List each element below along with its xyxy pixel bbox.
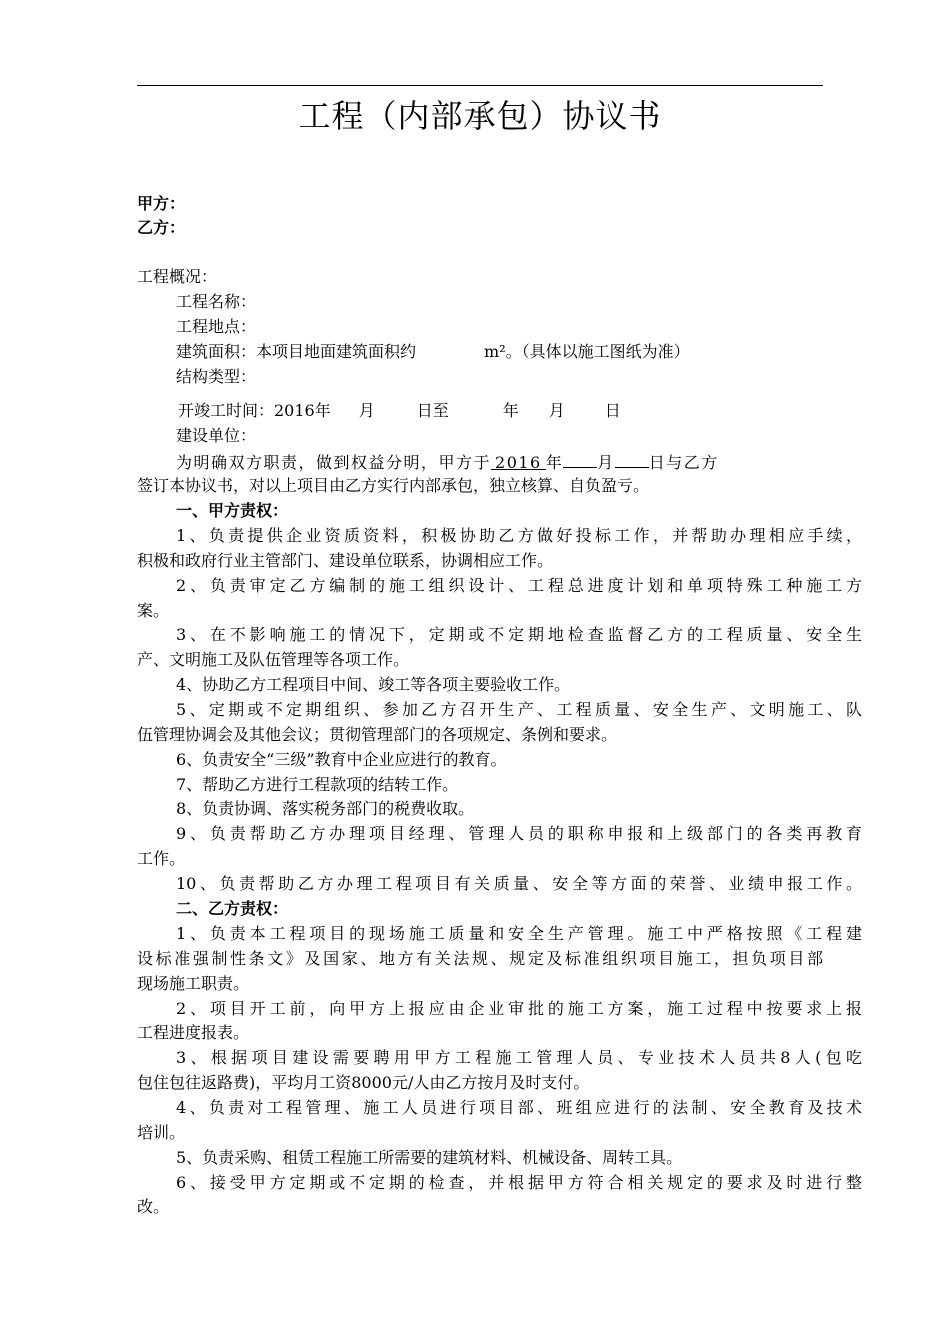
clause-line: 伍管理协调会及其他会议；贯彻管理部门的各项规定、条例和要求。: [137, 724, 618, 744]
period-year: 年: [502, 401, 519, 420]
intro-year: 2016: [491, 451, 546, 470]
intro-month-blank: [563, 449, 597, 468]
project-location-label: 工程地点：: [176, 317, 257, 336]
area-unit: m²。（具体以施工图纸为准）: [484, 342, 690, 361]
clause-line: 改。: [137, 1197, 170, 1217]
clause-line: 工程进度报表。: [137, 1023, 250, 1043]
clause-line: 设标准强制性条文》及国家、地方有关法规、规定及标准组织项目施工，担负项目部: [137, 948, 823, 968]
intro-day-suffix: 日与乙方: [648, 453, 719, 472]
intro-part1: 为明确双方职责，做到权益分明，甲方于: [176, 453, 492, 472]
clause-line: 培训。: [137, 1122, 186, 1142]
section-b-heading: 二、乙方责权：: [176, 899, 289, 918]
clause-line: 5、负责采购、租赁工程施工所需要的建筑材料、机械设备、周转工具。: [176, 1147, 683, 1167]
clause-line: 2、项目开工前，向甲方上报应由企业审批的施工方案，施工过程中按要求上报: [176, 998, 862, 1018]
period-day-to: 日至: [416, 401, 449, 420]
project-name-label: 工程名称：: [176, 292, 257, 311]
clause-line: 3、在不影响施工的情况下，定期或不定期地检查监督乙方的工程质量、安全生: [176, 625, 862, 645]
intro-month-suffix: 月: [597, 453, 615, 472]
builder-label: 建设单位：: [176, 426, 257, 445]
clause-line: 工作。: [137, 849, 186, 869]
construction-period-line: [137, 399, 864, 423]
document-title: 工程（内部承包）协议书: [298, 97, 662, 135]
party-b-label: 乙方：: [137, 218, 186, 237]
clause-line: 6、负责安全“三级”教育中企业应进行的教育。: [176, 749, 507, 769]
clause-line: 5、定期或不定期组织、参加乙方召开生产、工程质量、安全生产、文明施工、队: [176, 700, 862, 720]
area-prefix: 建筑面积：本项目地面建筑面积约: [176, 342, 417, 361]
clause-line: 现场施工职责。: [137, 973, 250, 993]
period-month2: 月: [548, 401, 565, 420]
clause-line: 9、负责帮助乙方办理项目经理、管理人员的职称申报和上级部门的各类再教育: [176, 824, 862, 844]
intro-year-suffix: 年: [545, 453, 564, 472]
clause-line: 8、负责协调、落实税务部门的税费收取。: [176, 799, 475, 819]
intro-line-1: [137, 449, 862, 473]
section-a-heading: 一、甲方责权：: [176, 501, 289, 520]
intro-line-2: 签订本协议书，对以上项目由乙方实行内部承包，独立核算、自负盈亏。: [137, 476, 650, 495]
period-month: 月: [358, 401, 375, 420]
clause-line: 7、帮助乙方进行工程款项的结转工作。: [176, 774, 459, 794]
clause-line: 1、负责本工程项目的现场施工质量和安全生产管理。施工中严格按照《工程建: [176, 924, 862, 943]
clause-line: 1、负责提供企业资质资料，积极协助乙方做好投标工作，并帮助办理相应手续，: [176, 526, 862, 545]
clause-line: 产、文明施工及队伍管理等各项工作。: [137, 650, 410, 670]
clause-line: 4、负责对工程管理、施工人员进行项目部、班组应进行的法制、安全教育及技术: [176, 1098, 862, 1118]
clause-line: 10、负责帮助乙方办理工程项目有关质量、安全等方面的荣誉、业绩申报工作。: [176, 874, 862, 894]
clause-line: 包住包往返路费)，平均月工资8000元/人由乙方按月及时支付。: [137, 1073, 590, 1093]
party-a-label: 甲方：: [137, 194, 186, 213]
intro-day-blank: [615, 449, 649, 468]
period-label: 开竣工时间：2016年: [178, 401, 331, 420]
clause-line: 4、协助乙方工程项目中间、竣工等各项主要验收工作。: [176, 675, 571, 695]
header-rule: [137, 85, 823, 86]
building-area-line: [137, 340, 862, 364]
clause-line: 3、根据项目建设需要聘用甲方工程施工管理人员、专业技术人员共8人(包吃: [176, 1048, 862, 1068]
clause-line: 积极和政府行业主管部门、建设单位联系，协调相应工作。: [137, 550, 554, 570]
period-day: 日: [604, 401, 621, 420]
clause-line: 2、负责审定乙方编制的施工组织设计、工程总进度计划和单项特殊工种施工方: [176, 575, 862, 595]
clause-line: 案。: [137, 600, 170, 620]
clause-line: 6、接受甲方定期或不定期的检查，并根据甲方符合相关规定的要求及时进行整: [176, 1172, 862, 1192]
overview-heading: 工程概况：: [137, 267, 218, 286]
structure-type-label: 结构类型：: [176, 367, 257, 386]
